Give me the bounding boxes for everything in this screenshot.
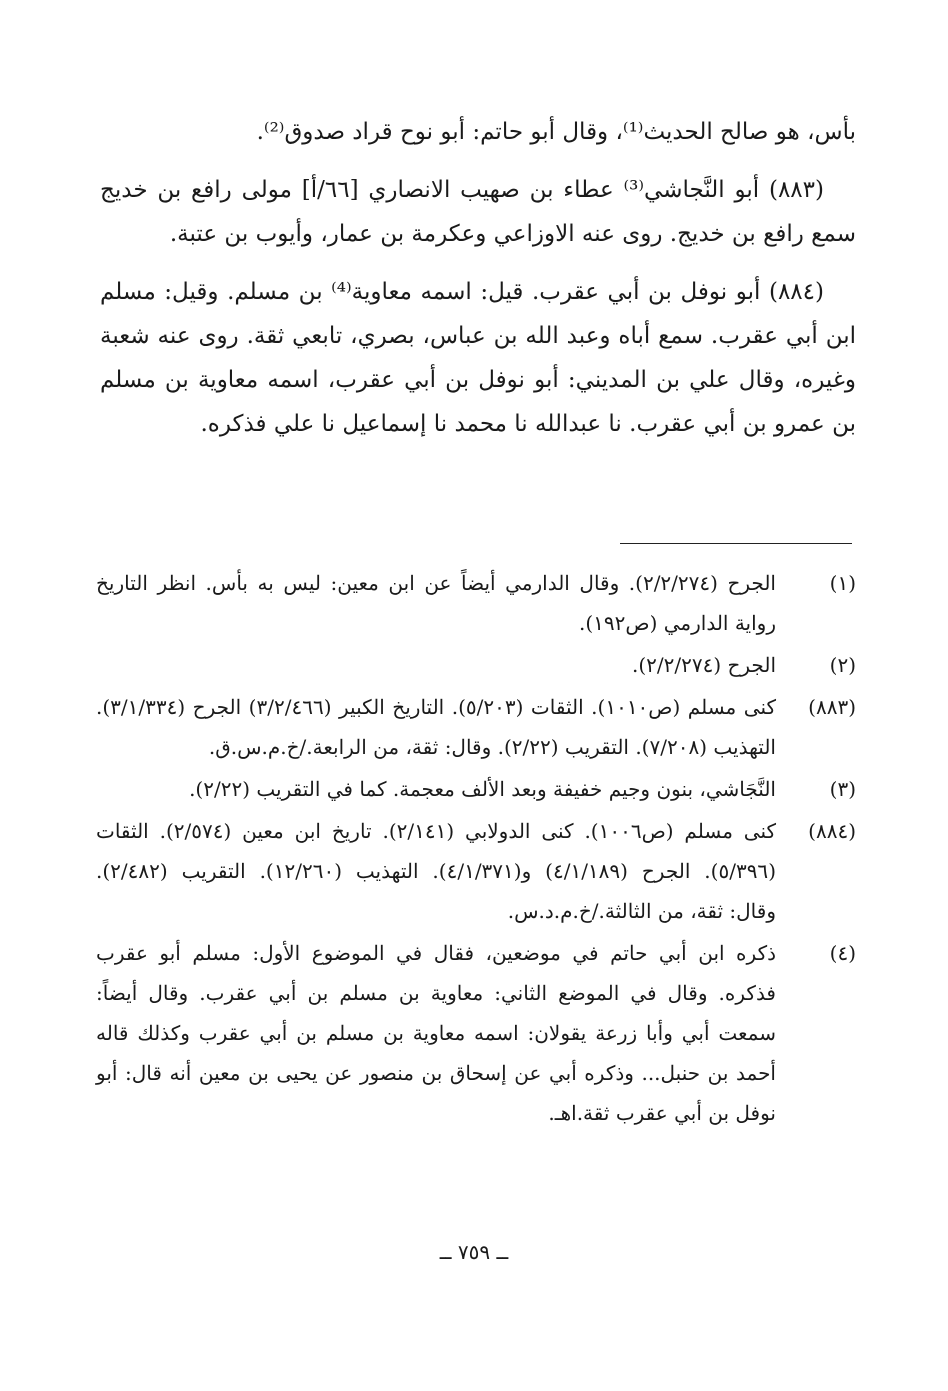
paragraph-continuation: بأس، هو صالح الحديث⁽¹⁾، وقال أبو حاتم: أبو نوح قراد صدوق⁽²⁾. (256, 119, 856, 145)
footnote-text: كنى مسلم (ص١٠٠٦). كنى الدولابي (٢/١٤١). تاريخ ابن معين (٢/٥٧٤). الثقات (٥/٣٩٦). الجرح (٤/١/١٨٩) و(٤/١/٣٧١). التهذيب (١٢/٢٦٠). التقريب (٢/٤٨٢). وقال: ثقة، من الثالثة./خ.م.د.س. (96, 819, 776, 923)
entry-883: (٨٨٣) أبو النَّجاشي⁽³⁾ عطاء بن صهيب الانصاري [٦٦/أ] مولى رافع بن خديج سمع رافع بن خديج. روى عنه الاوزاعي وعكرمة بن عمار، وأيوب بن عتبة. (100, 177, 856, 247)
footnote-number: (٢) (829, 653, 856, 677)
footnote-text: الجرح (٢/٢/٢٧٤). وقال الدارمي أيضاً عن ابن معين: ليس به بأس. انظر التاريخ رواية الدارمي (ص١٩٢). (96, 571, 776, 635)
footnote (96, 687, 856, 767)
footnote-number: (١) (829, 571, 856, 595)
footnote-number: (٨٨٣) (808, 695, 856, 719)
footnote-divider (620, 543, 852, 544)
footnotes (96, 563, 856, 1135)
footnote (96, 769, 856, 809)
footnote (96, 563, 856, 643)
footnote-text: ذكره ابن أبي حاتم في موضعين، فقال في الموضوع الأول: مسلم أبو عقرب فذكره. وقال في الموضع الثاني: معاوية بن مسلم بن أبي عقرب. وقال أيضاً: سمعت أبي وأبا زرعة يقولان: اسمه معاوية بن مسلم بن أبي عقرب وكذلك قاله أحمد بن حنبل... وذكره أبي عن إسحاق بن منصور عن يحيى بن معين أنه قال: أبو نوفل بن أبي عقرب ثقة.اهـ. (96, 941, 776, 1125)
footnote-text: النَّجَاشي، بنون وجيم خفيفة وبعد الألف معجمة. كما في التقريب (٢/٢٢). (189, 777, 776, 801)
footnote-number: (٨٨٤) (808, 819, 856, 843)
entry-884: (٨٨٤) أبو نوفل بن أبي عقرب. قيل: اسمه معاوية⁽⁴⁾ بن مسلم. وقيل: مسلم ابن أبي عقرب. سمع أباه وعبد الله بن عباس، بصري، تابعي ثقة. روى عنه شعبة وغيره، وقال علي بن المديني: أبو نوفل بن أبي عقرب، اسمه معاوية بن مسلم بن عمرو بن أبي عقرب. نا عبدالله نا محمد نا إسماعيل نا علي فذكره. (100, 279, 856, 437)
footnote (96, 645, 856, 685)
footnote-number: (٤) (829, 941, 856, 965)
footnote (96, 811, 856, 931)
main-text (100, 110, 856, 460)
footnote-text: كنى مسلم (ص١٠١٠). الثقات (٥/٢٠٣). التاريخ الكبير (٣/٢/٤٦٦) الجرح (٣/١/٣٣٤). التهذيب (٧/٢٠٨). التقريب (٢/٢٢). وقال: ثقة، من الرابعة./خ.م.س.ق. (96, 695, 777, 759)
footnote-number: (٣) (829, 777, 856, 801)
footnote (96, 933, 856, 1133)
page-number: ــ ٧٥٩ ــ (439, 1240, 509, 1264)
footnote-text: الجرح (٢/٢/٢٧٤). (631, 653, 776, 677)
